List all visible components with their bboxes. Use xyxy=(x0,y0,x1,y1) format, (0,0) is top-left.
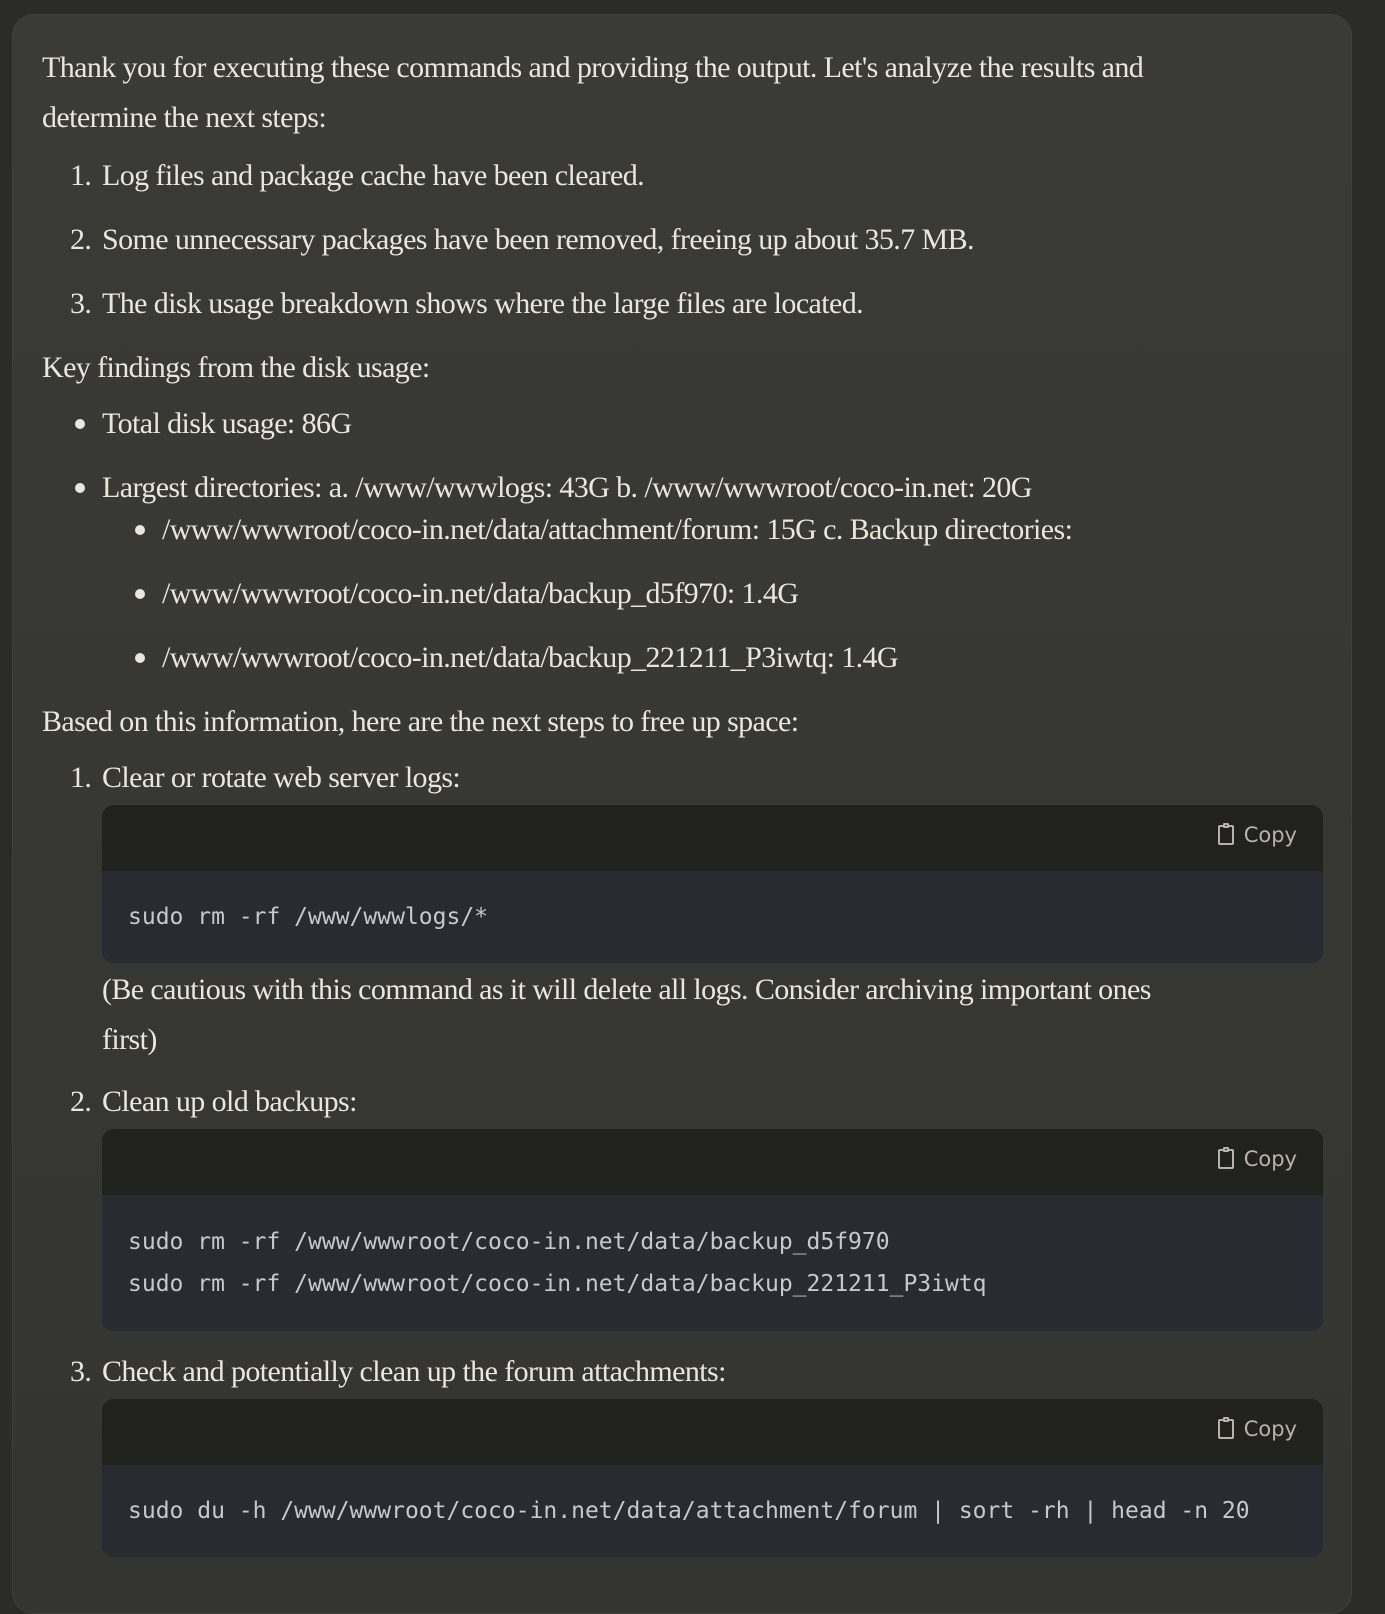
list-item xyxy=(42,755,1321,1065)
sub-findings-list xyxy=(42,507,1321,681)
copy-label: Copy xyxy=(1243,1147,1297,1171)
copy-button[interactable] xyxy=(1218,1417,1297,1441)
code-block xyxy=(102,1399,1323,1557)
list-item xyxy=(42,401,1321,447)
next-steps-list xyxy=(42,755,1321,1557)
list-item-text: Log files and package cache have been cleared. xyxy=(102,159,645,192)
next-steps-label: Based on this information, here are the next steps to free up space: xyxy=(42,705,799,738)
code-header xyxy=(102,805,1323,871)
list-number: 2. xyxy=(70,223,92,256)
list-number: 3. xyxy=(70,1355,92,1388)
list-item xyxy=(42,571,1321,617)
code-content[interactable]: sudo rm -rf /www/wwwlogs/* xyxy=(102,871,1323,963)
list-item-text: /www/wwwroot/coco-in.net/data/backup_221211_P3iwtq: 1.4G xyxy=(162,641,899,674)
list-number: 1. xyxy=(70,159,92,192)
code-content[interactable]: sudo rm -rf /www/wwwroot/coco-in.net/data/backup_d5f970 sudo rm -rf /www/wwwroot/coco-in.net/data/backup_221211_P3iwtq xyxy=(102,1195,1323,1331)
findings-label: Key findings from the disk usage: xyxy=(42,351,430,384)
code-block xyxy=(102,1129,1323,1331)
code-header xyxy=(102,1399,1323,1465)
list-number: 2. xyxy=(70,1085,92,1118)
assistant-message xyxy=(12,14,1352,1614)
code-content[interactable]: sudo du -h /www/wwwroot/coco-in.net/data/attachment/forum | sort -rh | head -n 20 xyxy=(102,1465,1323,1557)
clipboard-icon xyxy=(1218,1419,1234,1439)
bullet-icon xyxy=(75,483,85,493)
list-item-text: Largest directories: a. /www/wwwlogs: 43G b. /www/wwwroot/coco-in.net: 20G xyxy=(102,471,1032,504)
clipboard-icon xyxy=(1218,825,1234,845)
list-item-text: Check and potentially clean up the forum attachments: xyxy=(102,1355,726,1388)
copy-button[interactable] xyxy=(1218,1147,1297,1171)
list-item xyxy=(42,281,1321,327)
list-item-text: /www/wwwroot/coco-in.net/data/attachment/forum: 15G c. Backup directories: xyxy=(162,513,1073,546)
list-item-text: Some unnecessary packages have been removed, freeing up about 35.7 MB. xyxy=(102,223,974,256)
list-item xyxy=(42,465,1321,511)
copy-label: Copy xyxy=(1243,1417,1297,1441)
list-item-text: Total disk usage: 86G xyxy=(102,407,352,440)
list-item-text: /www/wwwroot/coco-in.net/data/backup_d5f970: 1.4G xyxy=(162,577,799,610)
list-item xyxy=(42,507,1321,553)
bullet-icon xyxy=(135,589,145,599)
findings-list xyxy=(42,401,1321,511)
bullet-icon xyxy=(135,653,145,663)
list-item xyxy=(42,1349,1321,1557)
results-list xyxy=(42,153,1321,327)
code-header xyxy=(102,1129,1323,1195)
list-number: 1. xyxy=(70,761,92,794)
step-heading xyxy=(42,1349,1321,1395)
list-item xyxy=(42,217,1321,263)
copy-label: Copy xyxy=(1243,823,1297,847)
copy-button[interactable] xyxy=(1218,823,1297,847)
list-item xyxy=(42,1079,1321,1331)
list-number: 3. xyxy=(70,287,92,320)
step-heading xyxy=(42,1079,1321,1125)
clipboard-icon xyxy=(1218,1149,1234,1169)
intro-paragraph: Thank you for executing these commands and providing the output. Let's analyze the results and determine the next steps: xyxy=(42,51,1144,134)
step-heading xyxy=(42,755,1321,801)
caution-note: (Be cautious with this command as it will delete all logs. Consider archiving important ones first) xyxy=(102,973,1151,1056)
list-item-text: Clean up old backups: xyxy=(102,1085,357,1118)
bullet-icon xyxy=(75,419,85,429)
list-item-text: Clear or rotate web server logs: xyxy=(102,761,461,794)
list-item-text: The disk usage breakdown shows where the large files are located. xyxy=(102,287,863,320)
code-block xyxy=(102,805,1323,963)
bullet-icon xyxy=(135,525,145,535)
list-item xyxy=(42,635,1321,681)
list-item xyxy=(42,153,1321,199)
